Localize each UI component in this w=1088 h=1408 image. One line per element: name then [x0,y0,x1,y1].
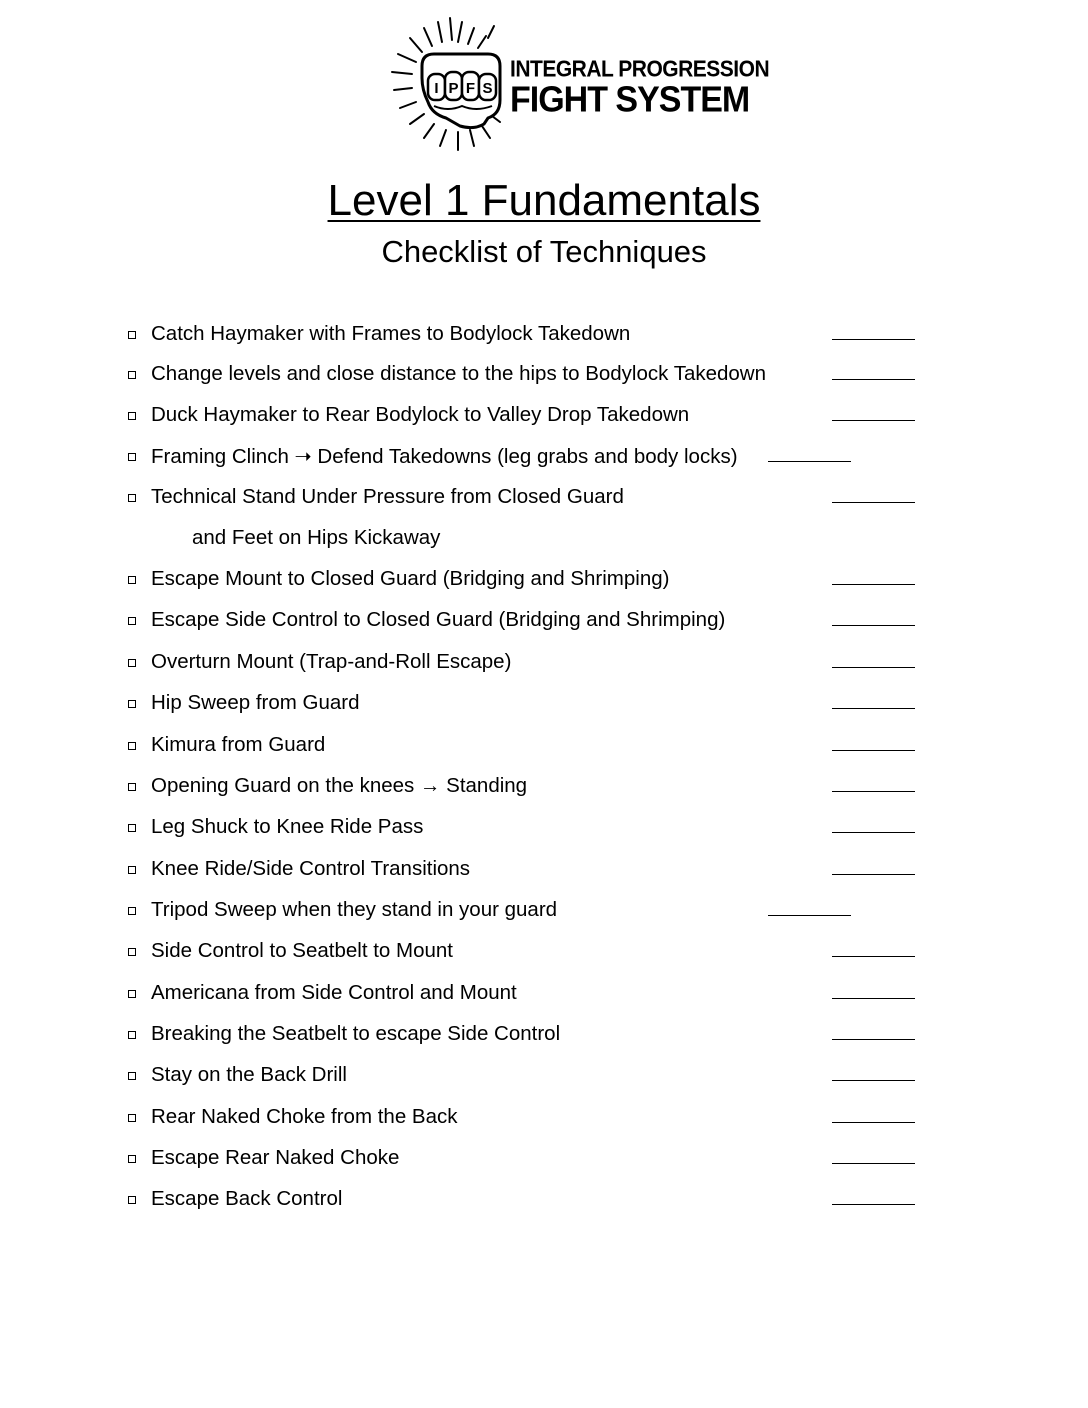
checklist-item-label: Overturn Mount (Trap-and-Roll Escape) [151,650,512,673]
checklist-item-label: Catch Haymaker with Frames to Bodylock Takedown [151,322,631,345]
logo-line-1: INTEGRAL PROGRESSION [510,56,770,83]
checklist-item [0,1022,1088,1052]
checklist-item [0,403,1088,433]
checklist-item-label: Rear Naked Choke from the Back [151,1105,458,1128]
checklist-item [0,981,1088,1011]
checklist-item-label: Tripod Sweep when they stand in your guard [151,898,558,921]
checkbox-square-icon[interactable] [128,948,136,956]
checklist-item [0,1105,1088,1135]
checkbox-square-icon[interactable] [128,659,136,667]
checklist-item [0,1187,1088,1217]
checklist-item-label: Escape Side Control to Closed Guard (Bridging and Shrimping) [151,608,726,631]
checklist-item [0,650,1088,680]
checklist-item-label: Kimura from Guard [151,733,326,756]
checkbox-square-icon[interactable] [128,1031,136,1039]
checklist-item-label: Leg Shuck to Knee Ride Pass [151,815,424,838]
signoff-blank[interactable] [768,461,851,462]
signoff-blank[interactable] [832,339,915,340]
checklist-item-label: Opening Guard on the knees → Standing [151,774,528,797]
svg-text:P: P [448,80,459,97]
checkbox-square-icon[interactable] [128,576,136,584]
logo-line-2: FIGHT SYSTEM [510,79,750,120]
checkbox-square-icon[interactable] [128,331,136,339]
checkbox-square-icon[interactable] [128,1196,136,1204]
checkbox-square-icon[interactable] [128,1114,136,1122]
signoff-blank[interactable] [832,1039,915,1040]
checklist-item [0,1063,1088,1093]
checkbox-square-icon[interactable] [128,1155,136,1163]
checklist-item-label: Hip Sweep from Guard [151,691,360,714]
signoff-blank[interactable] [832,1163,915,1164]
checklist-item [0,362,1088,392]
signoff-blank[interactable] [832,874,915,875]
page-subtitle: Checklist of Techniques [381,234,707,269]
signoff-blank[interactable] [832,998,915,999]
checklist-item-label: Knee Ride/Side Control Transitions [151,857,471,880]
checklist-item [0,691,1088,721]
checklist-item [0,815,1088,845]
checklist-item-label: Escape Back Control [151,1187,343,1210]
checklist-item [0,857,1088,887]
svg-text:S: S [482,80,493,97]
checklist-item [0,733,1088,763]
checkbox-square-icon[interactable] [128,371,136,379]
signoff-blank[interactable] [832,1122,915,1123]
checkbox-square-icon[interactable] [128,824,136,832]
signoff-blank[interactable] [832,667,915,668]
checkbox-square-icon[interactable] [128,742,136,750]
checkbox-square-icon[interactable] [128,453,136,461]
signoff-blank[interactable] [832,584,915,585]
logo-wordmark [510,56,770,120]
checklist-item [0,485,1088,515]
checkbox-square-icon[interactable] [128,1072,136,1080]
signoff-blank[interactable] [768,915,851,916]
signoff-blank[interactable] [832,708,915,709]
checklist-item [0,939,1088,969]
checklist-item [0,567,1088,597]
checklist-item [0,444,1088,474]
checklist-item-label: Technical Stand Under Pressure from Closed Guard [151,485,624,508]
checklist-item-label: Stay on the Back Drill [151,1063,347,1086]
checklist-item-label: Duck Haymaker to Rear Bodylock to Valley Drop Takedown [151,403,690,426]
checklist-item [0,898,1088,928]
page-title: Level 1 Fundamentals [327,176,761,225]
checklist-item-label: Framing Clinch ➝ Defend Takedowns (leg grabs and body locks) [151,445,738,468]
checklist-item-label: Escape Rear Naked Choke [151,1146,400,1169]
checklist-item [0,774,1088,804]
signoff-blank[interactable] [832,1204,915,1205]
signoff-blank[interactable] [832,791,915,792]
checkbox-square-icon[interactable] [128,866,136,874]
checkbox-square-icon[interactable] [128,700,136,708]
checklist-item [0,322,1088,352]
checklist-item-continuation: and Feet on Hips Kickaway [192,526,441,549]
signoff-blank[interactable] [832,832,915,833]
checkbox-square-icon[interactable] [128,412,136,420]
signoff-blank[interactable] [832,379,915,380]
checklist-item [0,608,1088,638]
svg-text:I: I [434,80,439,97]
signoff-blank[interactable] [832,625,915,626]
signoff-blank[interactable] [832,956,915,957]
checklist-item-label: Breaking the Seatbelt to escape Side Control [151,1022,561,1045]
checklist-item [0,1146,1088,1176]
checklist-item-label: Change levels and close distance to the hips to Bodylock Takedown [151,362,767,385]
checklist-item-label: Side Control to Seatbelt to Mount [151,939,453,962]
signoff-blank[interactable] [832,420,915,421]
signoff-blank[interactable] [832,1080,915,1081]
svg-text:F: F [465,80,476,97]
signoff-blank[interactable] [832,750,915,751]
signoff-blank[interactable] [832,502,915,503]
checkbox-square-icon[interactable] [128,783,136,791]
checkbox-square-icon[interactable] [128,990,136,998]
checkbox-square-icon[interactable] [128,617,136,625]
checklist-item-label: Americana from Side Control and Mount [151,981,517,1004]
checkbox-square-icon[interactable] [128,907,136,915]
checkbox-square-icon[interactable] [128,494,136,502]
ipfs-logo [388,14,770,154]
checklist-item-label: Escape Mount to Closed Guard (Bridging and Shrimping) [151,567,670,590]
